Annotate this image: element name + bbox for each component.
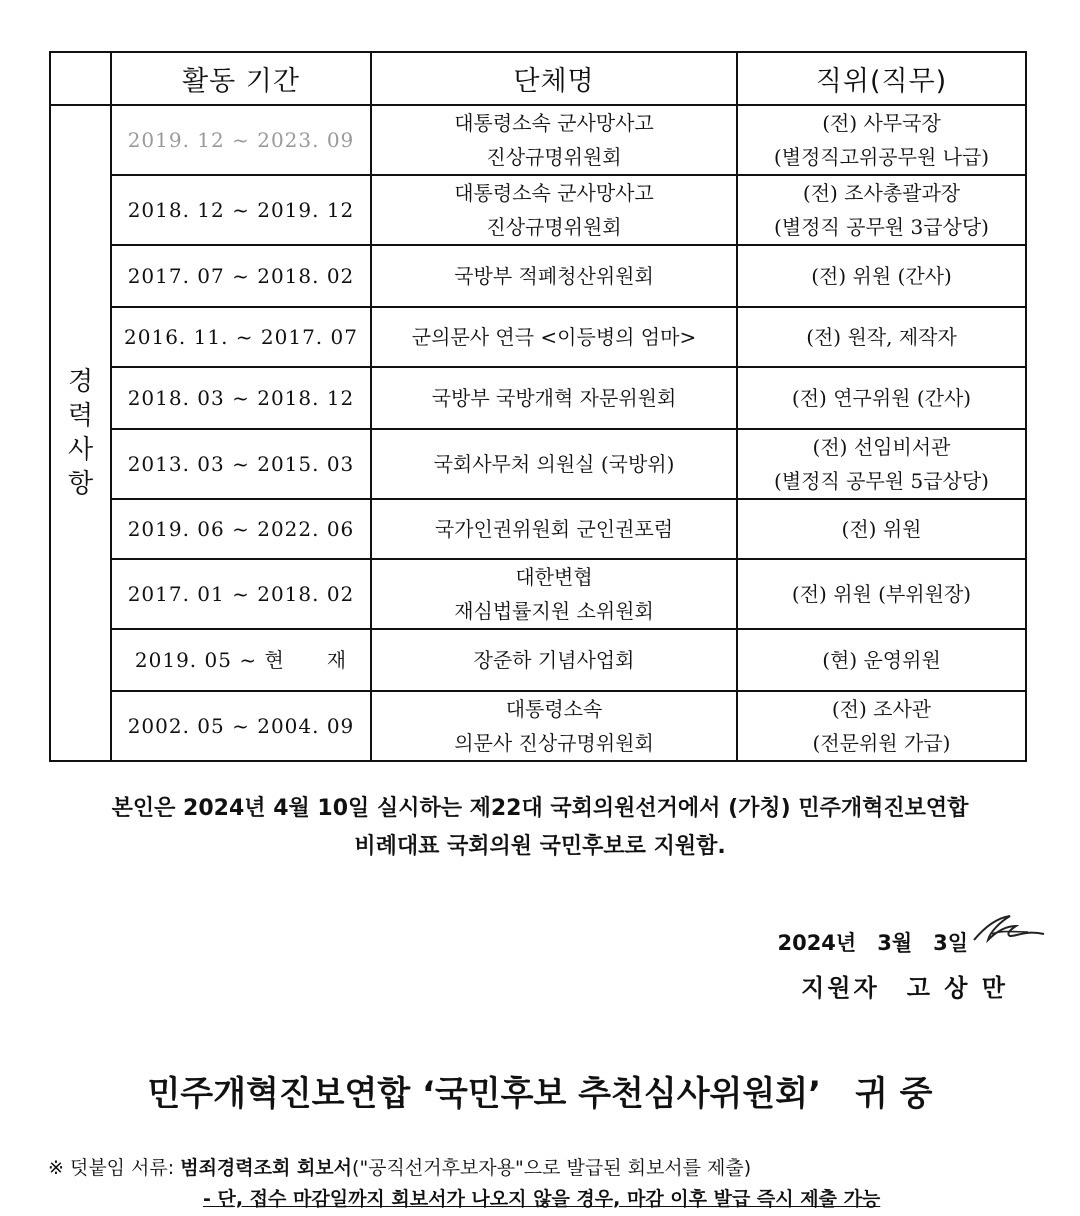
table-row: [50, 245, 1026, 307]
table-header-row: [50, 52, 1026, 105]
org-cell: [371, 499, 737, 559]
attachment-document: 범죄경력조회 회보서: [180, 1157, 353, 1179]
position-line: (현) 운영위원: [822, 648, 941, 672]
period-cell: 2018. 03 ~ 2018. 12: [111, 367, 371, 429]
org-line: 대한변협: [515, 565, 593, 589]
position-cell: [737, 429, 1026, 499]
position-line: (전) 조사총괄과장: [802, 181, 961, 205]
position-line: (별정직고위공무원 나급): [773, 145, 990, 169]
period-cell: 2019. 12 ~ 2023. 09: [111, 105, 371, 175]
table-row: [50, 105, 1026, 175]
org-line: 군의문사 연극 <이등병의 엄마>: [411, 325, 697, 349]
org-line: 국회사무처 의원실 (국방위): [433, 452, 675, 476]
career-table: [49, 51, 1027, 762]
position-line: (전) 선임비서관: [812, 435, 951, 459]
org-line: 대통령소속 군사망사고: [454, 181, 654, 205]
org-line: 의문사 진상규명위원회: [454, 731, 654, 755]
position-cell: [737, 245, 1026, 307]
table-row: [50, 559, 1026, 629]
position-cell: [737, 559, 1026, 629]
period-cell: 2013. 03 ~ 2015. 03: [111, 429, 371, 499]
position-cell: [737, 691, 1026, 761]
table-row: [50, 691, 1026, 761]
header-side: [50, 52, 111, 105]
side-label: 경력사항: [67, 367, 94, 499]
position-line: (전) 위원 (부위원장): [791, 582, 972, 606]
org-cell: [371, 105, 737, 175]
statement-line-1: 본인은 2024년 4월 10일 실시하는 제22대 국회의원선거에서 (가칭) 민주개혁진보연합: [111, 796, 969, 821]
position-cell: [737, 105, 1026, 175]
position-line: (전) 사무국장: [822, 111, 941, 135]
org-cell: [371, 559, 737, 629]
table-row: [50, 307, 1026, 367]
org-line: 진상규명위원회: [486, 145, 622, 169]
org-line: 재심법률지원 소위원회: [454, 599, 654, 623]
period-cell: 2017. 01 ~ 2018. 02: [111, 559, 371, 629]
position-cell: [737, 629, 1026, 691]
position-cell: [737, 367, 1026, 429]
position-line: (전) 연구위원 (간사): [791, 386, 972, 410]
recipient-title: 민주개혁진보연합 ‘국민후보 추천심사위원회’ 귀 중: [147, 1074, 933, 1114]
attachment-line: [48, 1153, 751, 1183]
org-line: 장준하 기념사업회: [473, 648, 635, 672]
statement-line-2: 비례대표 국회의원 국민후보로 지원함.: [354, 834, 726, 859]
position-line: (전) 위원: [841, 517, 922, 541]
org-cell: [371, 307, 737, 367]
attachment-prefix: ※ 덧붙임 서류:: [48, 1157, 181, 1179]
period-cell: 2019. 05 ~ 현 재: [111, 629, 371, 691]
org-line: 국가인권위원회 군인권포럼: [434, 517, 674, 541]
org-cell: [371, 429, 737, 499]
applicant-name: 지원자 고 상 만: [801, 974, 1008, 1002]
attachment-note: - 단, 접수 마감일까지 회보서가 나오지 않을 경우, 마감 이후 발급 즉시 제출 가능: [203, 1188, 881, 1210]
position-line: (전) 조사관: [831, 697, 932, 721]
attachment-rest: ("공직선거후보자용"으로 발급된 회보서를 제출): [352, 1157, 752, 1179]
table-row: [50, 367, 1026, 429]
period-cell: 2018. 12 ~ 2019. 12: [111, 175, 371, 245]
position-line: (전) 위원 (간사): [811, 264, 952, 288]
position-line: (전) 원작, 제작자: [806, 325, 957, 349]
signature-icon: [970, 910, 1048, 950]
org-line: 국방부 적폐청산위원회: [454, 264, 654, 288]
period-cell: 2019. 06 ~ 2022. 06: [111, 499, 371, 559]
header-position: 직위(직무): [737, 52, 1026, 105]
application-date: 2024년 3월 3일: [777, 931, 968, 955]
org-line: 국방부 국방개혁 자문위원회: [431, 386, 677, 410]
org-cell: [371, 175, 737, 245]
org-line: 진상규명위원회: [486, 215, 622, 239]
org-cell: [371, 691, 737, 761]
header-org: 단체명: [371, 52, 737, 105]
table-row: [50, 629, 1026, 691]
header-period: 활동 기간: [111, 52, 371, 105]
position-line: (별정직 공무원 5급상당): [774, 469, 989, 493]
position-cell: [737, 307, 1026, 367]
position-line: (별정직 공무원 3급상당): [774, 215, 989, 239]
period-cell: 2016. 11. ~ 2017. 07: [111, 307, 371, 367]
position-line: (전문위원 가급): [812, 731, 951, 755]
org-line: 대통령소속 군사망사고: [454, 111, 654, 135]
application-statement: [0, 790, 1080, 866]
position-cell: [737, 499, 1026, 559]
career-body: [50, 105, 1026, 761]
period-cell: 2017. 07 ~ 2018. 02: [111, 245, 371, 307]
table-row: [50, 175, 1026, 245]
org-cell: [371, 367, 737, 429]
org-line: 대통령소속: [505, 697, 603, 721]
period-cell: 2002. 05 ~ 2004. 09: [111, 691, 371, 761]
side-label-cell: [50, 105, 111, 761]
position-cell: [737, 175, 1026, 245]
org-cell: [371, 245, 737, 307]
table-row: [50, 429, 1026, 499]
table-row: [50, 499, 1026, 559]
org-cell: [371, 629, 737, 691]
